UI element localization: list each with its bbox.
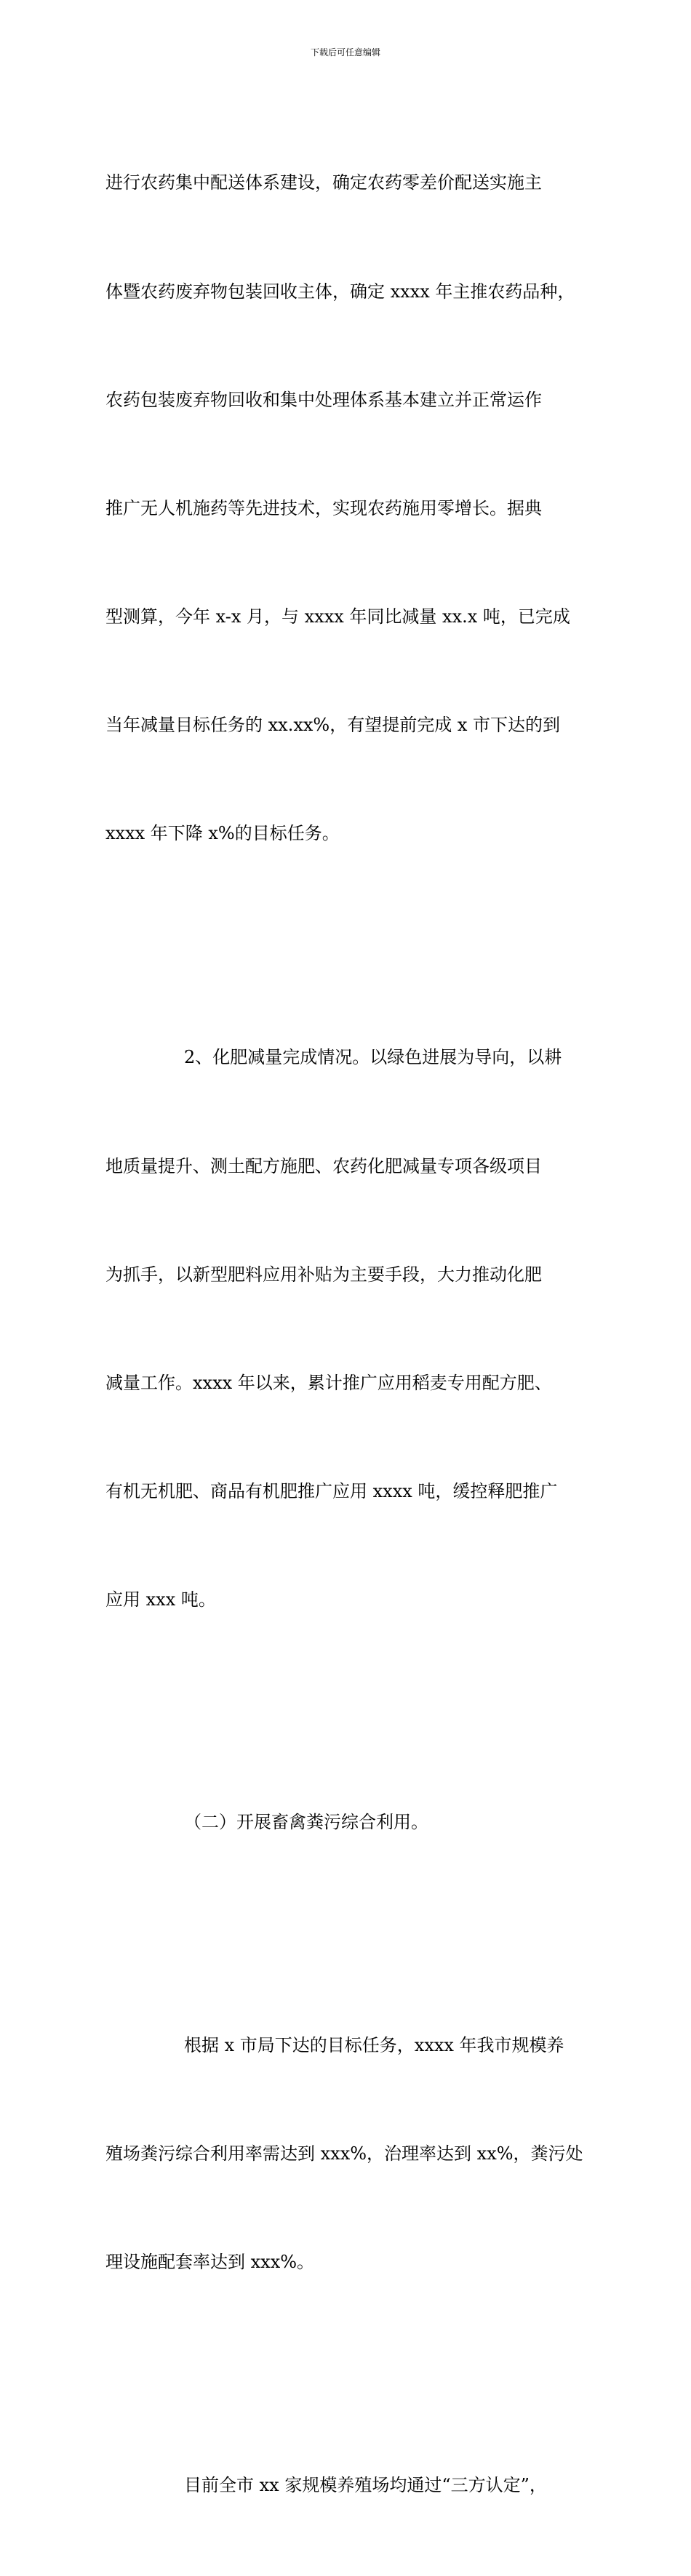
- text-line: 有机无机肥、商品有机肥推广应用 xxxx 吨，缓控释肥推广: [105, 1480, 558, 1501]
- text-line: 2、化肥减量完成情况。以绿色进展为导向，以耕: [184, 1047, 562, 1068]
- paragraph-gap: [105, 1914, 600, 1956]
- paragraph-gap: [105, 2353, 600, 2395]
- text-line: xxxx 年下降 x%的目标任务。: [105, 822, 340, 843]
- page-header: 下载后可任意编辑: [310, 47, 380, 57]
- document-body: [105, 93, 600, 2576]
- text-line: 理设施配套率达到 xxx%。: [105, 2252, 315, 2273]
- paragraph-current: [105, 2395, 600, 2576]
- text-line: 进行农药集中配送体系建设，确定农药零差价配送实施主: [105, 172, 542, 193]
- text-line: 农药包装废弃物回收和集中处理体系基本建立并正常运作: [105, 389, 542, 410]
- paragraph-fertilizer: [105, 968, 600, 1690]
- paragraph-gap: [105, 924, 600, 968]
- text-line: 目前全市 xx 家规模养殖场均通过“三方认定”，: [184, 2474, 547, 2495]
- text-line: 地质量提升、测土配方施肥、农药化肥减量专项各级项目: [105, 1155, 542, 1176]
- paragraph-pesticide: [105, 93, 600, 924]
- paragraph-target: [105, 1956, 600, 2354]
- text-line: 当年减量目标任务的 xx.xx%，有望提前完成 x 市下达的到: [105, 714, 560, 735]
- paragraph-gap: [105, 1690, 600, 1733]
- text-line: 应用 xxx 吨。: [105, 1589, 216, 1610]
- text-line: 体暨农药废弃物包装回收主体，确定 xxxx 年主推农药品种，: [105, 281, 575, 302]
- text-line: 减量工作。xxxx 年以来，累计推广应用稻麦专用配方肥、: [105, 1372, 552, 1393]
- text-line: 根据 x 市局下达的目标任务，xxxx 年我市规模养: [184, 2034, 564, 2055]
- text-line: 型测算，今年 x-x 月，与 xxxx 年同比减量 xx.x 吨，已完成: [105, 606, 570, 627]
- text-line: 为抓手，以新型肥料应用补贴为主要手段，大力推动化肥: [105, 1264, 542, 1285]
- text-line: 推广无人机施药等先进技术，实现农药施用零增长。据典: [105, 497, 542, 518]
- heading-line: （二）开展畜禽粪污综合利用。: [184, 1812, 428, 1833]
- section-heading-livestock: [105, 1733, 600, 1914]
- text-line: 殖场粪污综合利用率需达到 xxx%，治理率达到 xx%，粪污处: [105, 2143, 583, 2164]
